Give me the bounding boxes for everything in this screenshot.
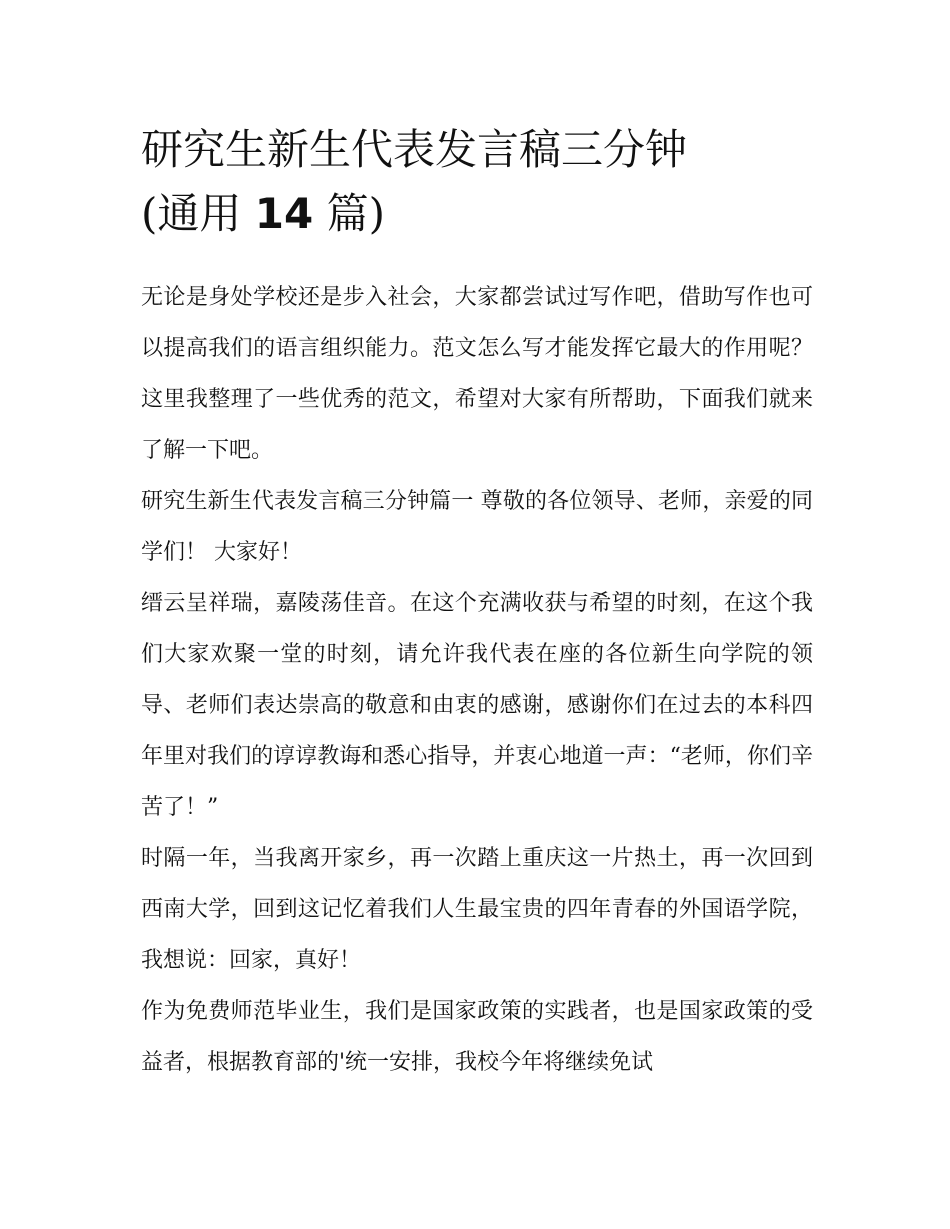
title-close: 篇) — [326, 189, 385, 238]
body-paragraph-3: 作为免费师范毕业生，我们是国家政策的实践者，也是国家政策的受益者，根据教育部的'统一安排，我校今年将继续免试 — [141, 999, 813, 1075]
document-body — [141, 272, 813, 1088]
body-paragraph-1: 缙云呈祥瑞，嘉陵荡佳音。在这个充满收获与希望的时刻，在这个我们大家欢聚一堂的时刻，请允许我代表在座的各位新生向学院的领导、老师们表达崇高的敬意和由衷的感谢，感谢你们在过去的本科四年里对我们的谆谆教诲和悉心指导，并衷心地道一声：“老师，你们辛苦了！” — [141, 591, 813, 820]
intro-paragraph: 无论是身处学校还是步入社会，大家都尝试过写作吧，借助写作也可以提高我们的语言组织能力。范文怎么写才能发挥它最大的作用呢？这里我整理了一些优秀的范文，希望对大家有所帮助，下面我们就来了解一下吧。 — [141, 285, 813, 463]
title-line-1: 研究生新生代表发言稿三分钟 — [141, 125, 688, 174]
section-heading-paragraph: 研究生新生代表发言稿三分钟篇一 尊敬的各位领导、老师，亲爱的同学们！ 大家好！ — [141, 489, 813, 565]
title-open: (通用 — [141, 189, 242, 238]
document-page — [141, 118, 813, 1088]
title-number: 14 — [254, 189, 314, 238]
document-title — [141, 118, 813, 246]
body-paragraph-2: 时隔一年，当我离开家乡，再一次踏上重庆这一片热土，再一次回到西南大学，回到这记忆着我们人生最宝贵的四年青春的外国语学院，我想说：回家，真好！ — [141, 846, 813, 973]
